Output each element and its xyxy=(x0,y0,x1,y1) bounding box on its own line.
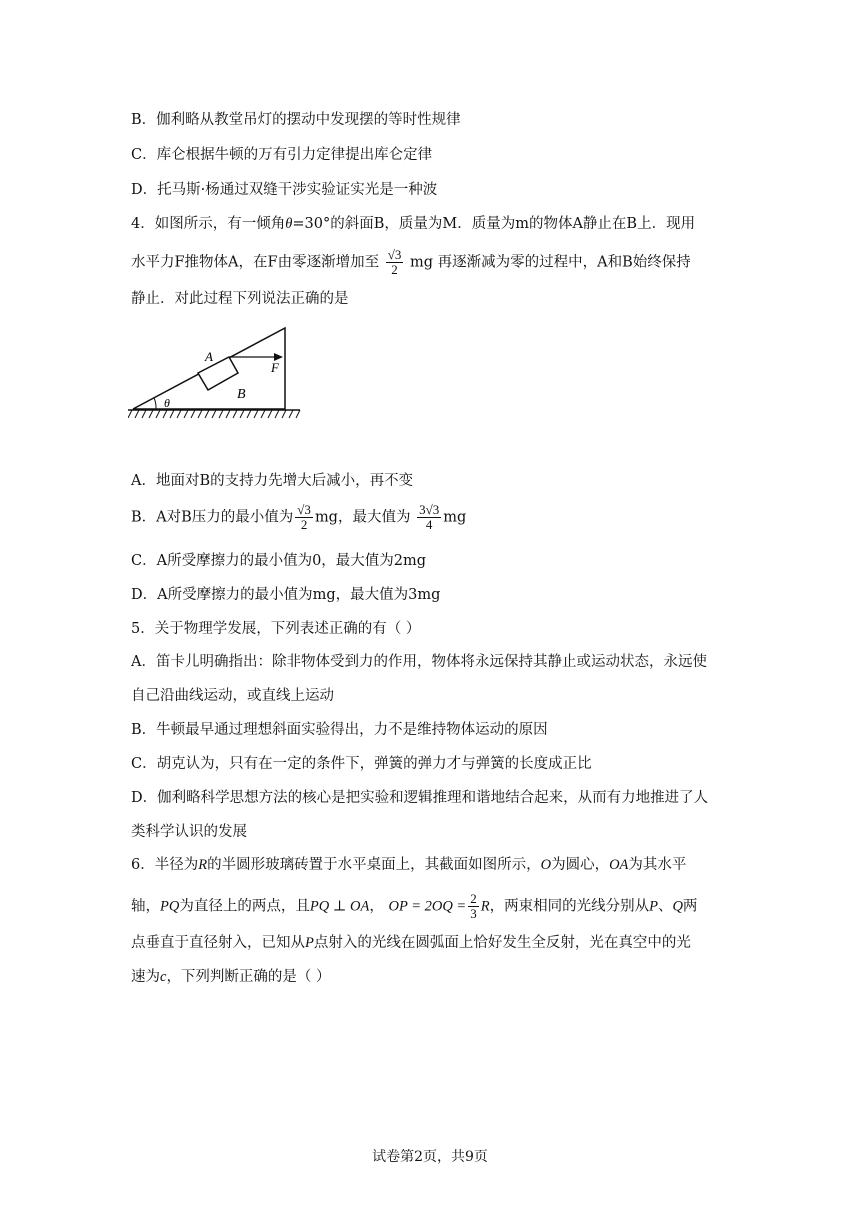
denominator: 2 xyxy=(300,517,308,532)
q4-option-c xyxy=(131,551,426,571)
math-equation: OP = 2OQ = xyxy=(388,898,467,915)
text: D．伽利略科学思想方法的核心是把实验和逻辑推理和谐地结合起来，从而有力地推进了人 xyxy=(131,790,709,806)
math-p: P xyxy=(305,935,314,951)
option-b-line xyxy=(131,110,461,130)
question-6-line-3 xyxy=(131,933,691,953)
text: ， xyxy=(369,898,384,915)
numerator: 3√3 xyxy=(419,502,440,517)
label-b: B xyxy=(237,387,246,402)
option-c-line xyxy=(131,145,432,165)
question-4-line-1 xyxy=(131,214,695,234)
math-o: O xyxy=(540,857,552,873)
text: 水平力F推物体A，在F由零逐渐增加至 xyxy=(131,254,380,271)
incline-figure xyxy=(128,322,303,424)
label-theta: θ xyxy=(164,396,170,410)
q4-option-a xyxy=(131,471,413,491)
numerator: √3 xyxy=(387,247,402,262)
option-d-line xyxy=(131,180,437,200)
math-r: R xyxy=(480,898,490,915)
text: 速为 xyxy=(131,969,160,985)
label-a: A xyxy=(205,349,213,364)
text: ，两束相同的光线分别从 xyxy=(489,898,650,915)
label-f: F xyxy=(271,360,279,375)
text: mg xyxy=(443,509,467,526)
text: 、 xyxy=(657,898,673,915)
text: C．胡克认为，只有在一定的条件下，弹簧的弹力才与弹簧的长度成正比 xyxy=(131,756,592,772)
denominator: 4 xyxy=(425,517,433,532)
question-4-line-2 xyxy=(131,248,691,277)
text: 4．如图所示，有一倾角 xyxy=(131,216,286,232)
math-q: Q xyxy=(672,898,683,915)
q5-option-d-line-2 xyxy=(131,822,247,842)
text: 的半圆形玻璃砖置于水平桌面上，其截面如图所示， xyxy=(207,857,541,873)
q4-option-d xyxy=(131,585,440,605)
q5-option-c xyxy=(131,754,592,774)
text: 为圆心， xyxy=(551,857,610,873)
fraction-3sqrt3-over-4 xyxy=(417,503,441,532)
q5-option-a-line-2 xyxy=(131,686,334,706)
page-footer: 试卷第2页，共9页 xyxy=(372,1149,488,1165)
fraction-sqrt3-over-2 xyxy=(386,248,404,277)
question-6-line-2 xyxy=(131,892,697,921)
text: A．笛卡儿明确指出：除非物体受到力的作用，物体将永远保持其静止或运动状态，永远使 xyxy=(131,654,707,670)
question-4-line-3 xyxy=(131,289,349,309)
text: 类科学认识的发展 xyxy=(131,824,247,840)
text: 轴， xyxy=(131,898,160,915)
text: 点垂直于直径射入，已知从 xyxy=(131,935,305,951)
text: 自己沿曲线运动，或直线上运动 xyxy=(131,688,334,704)
text: D．A所受摩擦力的最小值为mg，最大值为3mg xyxy=(131,587,441,603)
q4-option-b xyxy=(131,503,466,532)
math-r: R xyxy=(198,857,208,873)
text: 点射入的光线在圆弧面上恰好发生全反射，光在真空中的光 xyxy=(313,935,691,951)
fraction-sqrt3-over-2 xyxy=(295,503,313,532)
text: 为其水平 xyxy=(628,857,687,873)
math-perp: PQ ⊥ OA xyxy=(309,898,370,915)
q5-option-d-line-1 xyxy=(131,788,708,808)
block-a xyxy=(198,357,238,390)
text: 两 xyxy=(682,898,698,915)
text: C．A所受摩擦力的最小值为0，最大值为2mg xyxy=(131,553,427,569)
text: 6．半径为 xyxy=(131,857,199,873)
text: 为直径上的两点，且 xyxy=(179,898,310,915)
text: ，下列判断正确的是（ ） xyxy=(166,969,331,985)
theta-arc xyxy=(154,398,156,409)
text: B．伽利略从教堂吊灯的摆动中发现摆的等时性规律 xyxy=(131,112,461,128)
denominator: 3 xyxy=(470,906,477,921)
text: mg，最大值为 xyxy=(314,509,411,526)
text: mg 再逐渐减为零的过程中，A和B始终保持 xyxy=(409,254,691,271)
numerator: 2 xyxy=(470,891,477,906)
question-5-stem xyxy=(131,619,420,639)
ground-hatch xyxy=(128,410,300,418)
math-p: P xyxy=(649,898,658,915)
text: A．地面对B的支持力先增大后减小，再不变 xyxy=(131,473,414,489)
numerator: √3 xyxy=(297,502,311,517)
text: 静止．对此过程下列说法正确的是 xyxy=(131,291,349,307)
math-oa: OA xyxy=(609,857,629,873)
theta-symbol: θ xyxy=(285,216,293,232)
question-6-line-4 xyxy=(131,967,331,987)
text: C．库仑根据牛顿的万有引力定律提出库仑定律 xyxy=(131,147,433,163)
q5-option-b xyxy=(131,720,548,740)
q5-option-a-line-1 xyxy=(131,652,707,672)
math-pq: PQ xyxy=(160,898,180,915)
text: =30°的斜面B，质量为M．质量为m的物体A静止在B上．现用 xyxy=(292,216,696,232)
denominator: 2 xyxy=(391,262,398,277)
question-6-line-1 xyxy=(131,855,686,875)
math-c: c xyxy=(160,969,167,985)
text: 5．关于物理学发展，下列表述正确的有（ ） xyxy=(131,621,421,637)
text: D．托马斯·杨通过双缝干涉实验证实光是一种波 xyxy=(131,182,438,198)
text: B．A对B压力的最小值为 xyxy=(131,509,294,526)
fraction-2-over-3 xyxy=(468,892,479,921)
text: B．牛顿最早通过理想斜面实验得出，力不是维持物体运动的原因 xyxy=(131,722,548,738)
